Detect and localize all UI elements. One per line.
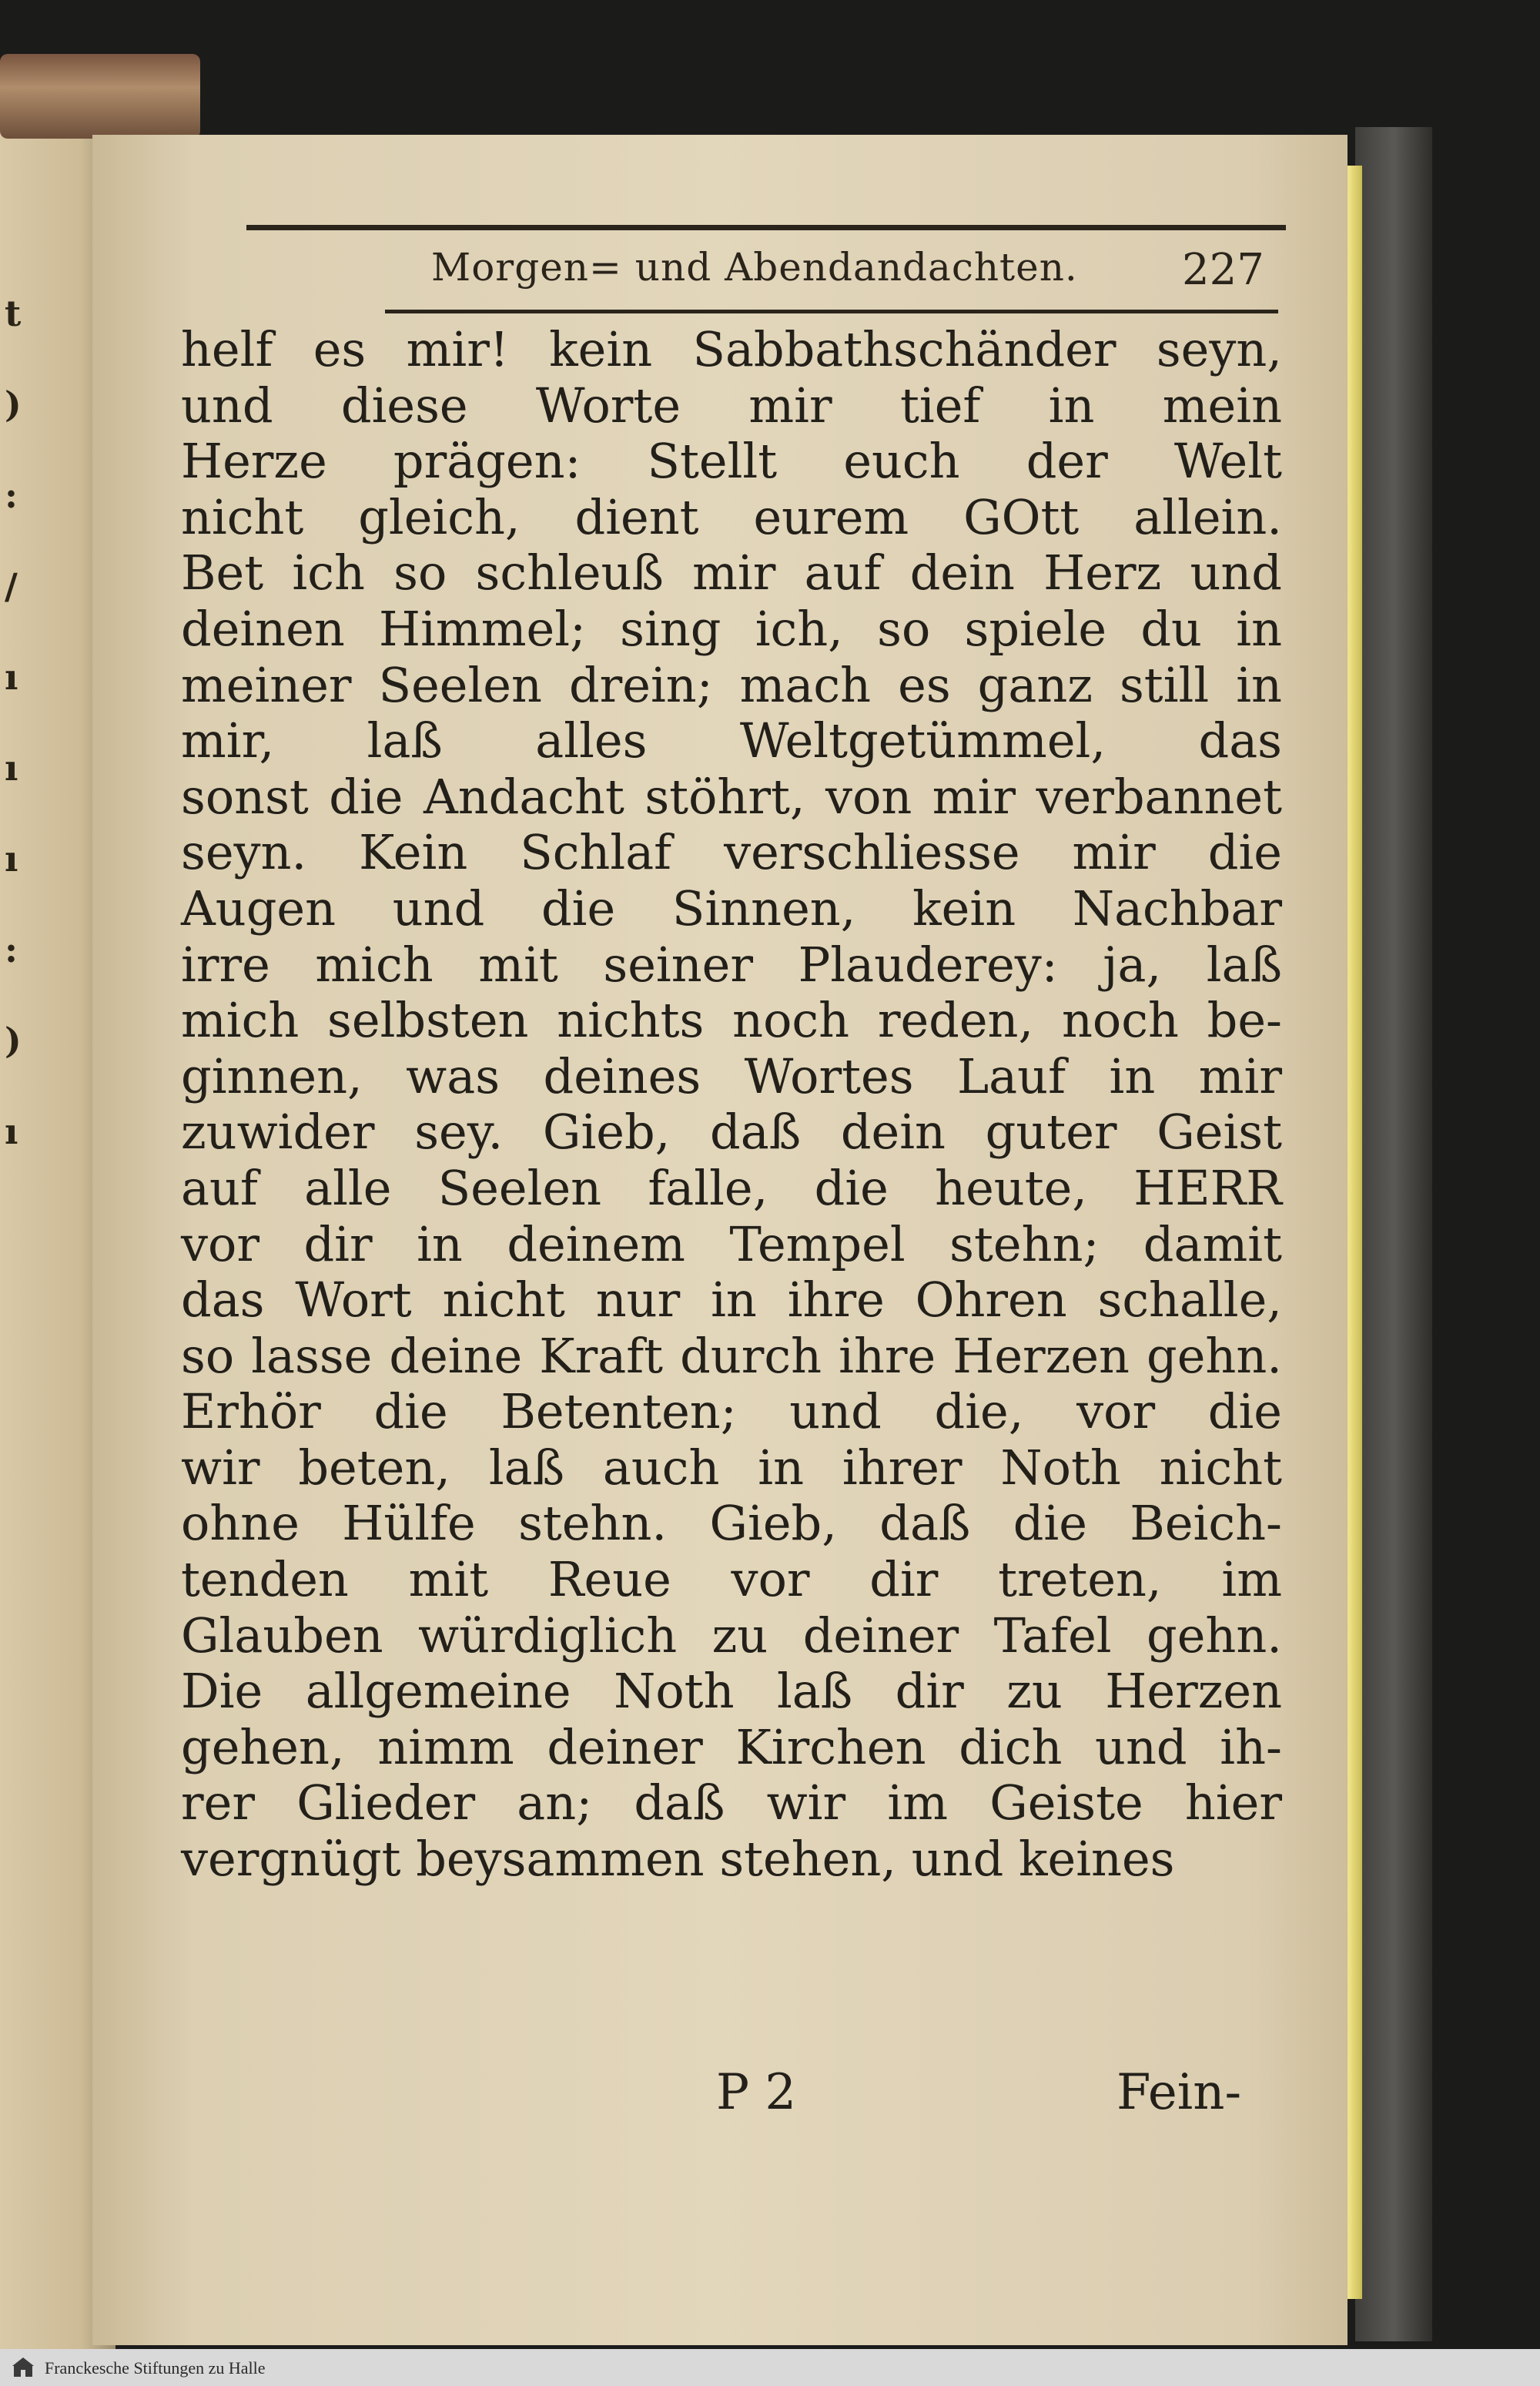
text-line: Glauben würdiglich zu deiner Tafel gehn. (181, 1607, 1282, 1664)
library-footer-bar (0, 2349, 1540, 2386)
previous-page-glyph: : (5, 474, 18, 516)
page-body-text (181, 322, 1282, 1888)
text-line: seyn. Kein Schlaf verschliesse mir die (181, 824, 1282, 881)
signature-mark: P 2 (716, 2064, 797, 2121)
previous-page-glyph: ) (5, 1020, 22, 1061)
text-line: meiner Seelen drein; mach es ganz still in (181, 656, 1282, 713)
text-line: mich selbsten nichts noch reden, noch be- (181, 992, 1282, 1049)
previous-page-glyph: ı (5, 747, 18, 789)
page-number: 227 (1182, 245, 1264, 295)
previous-page-glyph: t (5, 293, 22, 334)
previous-page-glyph: ı (5, 1111, 18, 1152)
header-rule-top (246, 225, 1286, 230)
header-rule-bottom (385, 310, 1278, 313)
text-line: deinen Himmel; sing ich, so spiele du in (181, 600, 1282, 657)
text-line: sonst die Andacht stöhrt, von mir verbannet (181, 768, 1282, 825)
previous-page-glyph: ) (5, 384, 22, 425)
text-line: Erhör die Betenten; und die, vor die (181, 1383, 1282, 1440)
text-line: so lasse deine Kraft durch ihre Herzen gehn. (181, 1327, 1282, 1384)
text-line: helf es mir! kein Sabbathschänder seyn, (181, 321, 1282, 377)
text-line: Herze prägen: Stellt euch der Welt (181, 433, 1282, 490)
text-line: ginnen, was deines Wortes Lauf in mir (181, 1047, 1282, 1104)
library-logo-icon (11, 2355, 35, 2380)
text-line: Augen und die Sinnen, kein Nachbar (181, 880, 1282, 937)
running-title: Morgen= und Abendandachten. (431, 245, 1078, 290)
text-line: mir, laß alles Weltgetümmel, das (181, 712, 1282, 769)
text-line: ohne Hülfe stehn. Gieb, daß die Beich- (181, 1495, 1282, 1552)
text-line: Die allgemeine Noth laß dir zu Herzen (181, 1663, 1282, 1720)
text-line: irre mich mit seiner Plauderey: ja, laß (181, 936, 1282, 993)
text-line: zuwider sey. Gieb, daß dein guter Geist (181, 1104, 1282, 1161)
previous-page-glyph: ı (5, 838, 18, 880)
book-spine (0, 54, 200, 139)
catchword: Fein- (1116, 2064, 1242, 2121)
previous-page-glyph: ı (5, 656, 18, 698)
text-line: rer Glieder an; daß wir im Geiste hier (181, 1774, 1282, 1831)
text-line: wir beten, laß auch in ihrer Noth nicht (181, 1439, 1282, 1496)
text-line: vergnügt beysammen stehen, und keines (181, 1831, 1175, 1888)
text-line: vor dir in deinem Tempel stehn; damit (181, 1215, 1282, 1272)
text-line: auf alle Seelen falle, die heute, HERR (181, 1159, 1282, 1216)
text-line: Bet ich so schleuß mir auf dein Herz und (181, 545, 1282, 602)
text-line: tenden mit Reue vor dir treten, im (181, 1551, 1282, 1608)
previous-page-line-ends (5, 293, 35, 1201)
text-line: und diese Worte mir tief in mein (181, 377, 1282, 434)
previous-page-glyph: : (5, 929, 18, 970)
text-line: das Wort nicht nur in ihre Ohren schalle, (181, 1272, 1282, 1329)
previous-page-glyph: / (5, 565, 18, 607)
text-line: nicht gleich, dient eurem GOtt allein. (181, 488, 1282, 545)
book-cover-edge (1355, 127, 1432, 2341)
library-name: Franckesche Stiftungen zu Halle (45, 2358, 266, 2378)
text-line: gehen, nimm deiner Kirchen dich und ih- (181, 1718, 1282, 1775)
